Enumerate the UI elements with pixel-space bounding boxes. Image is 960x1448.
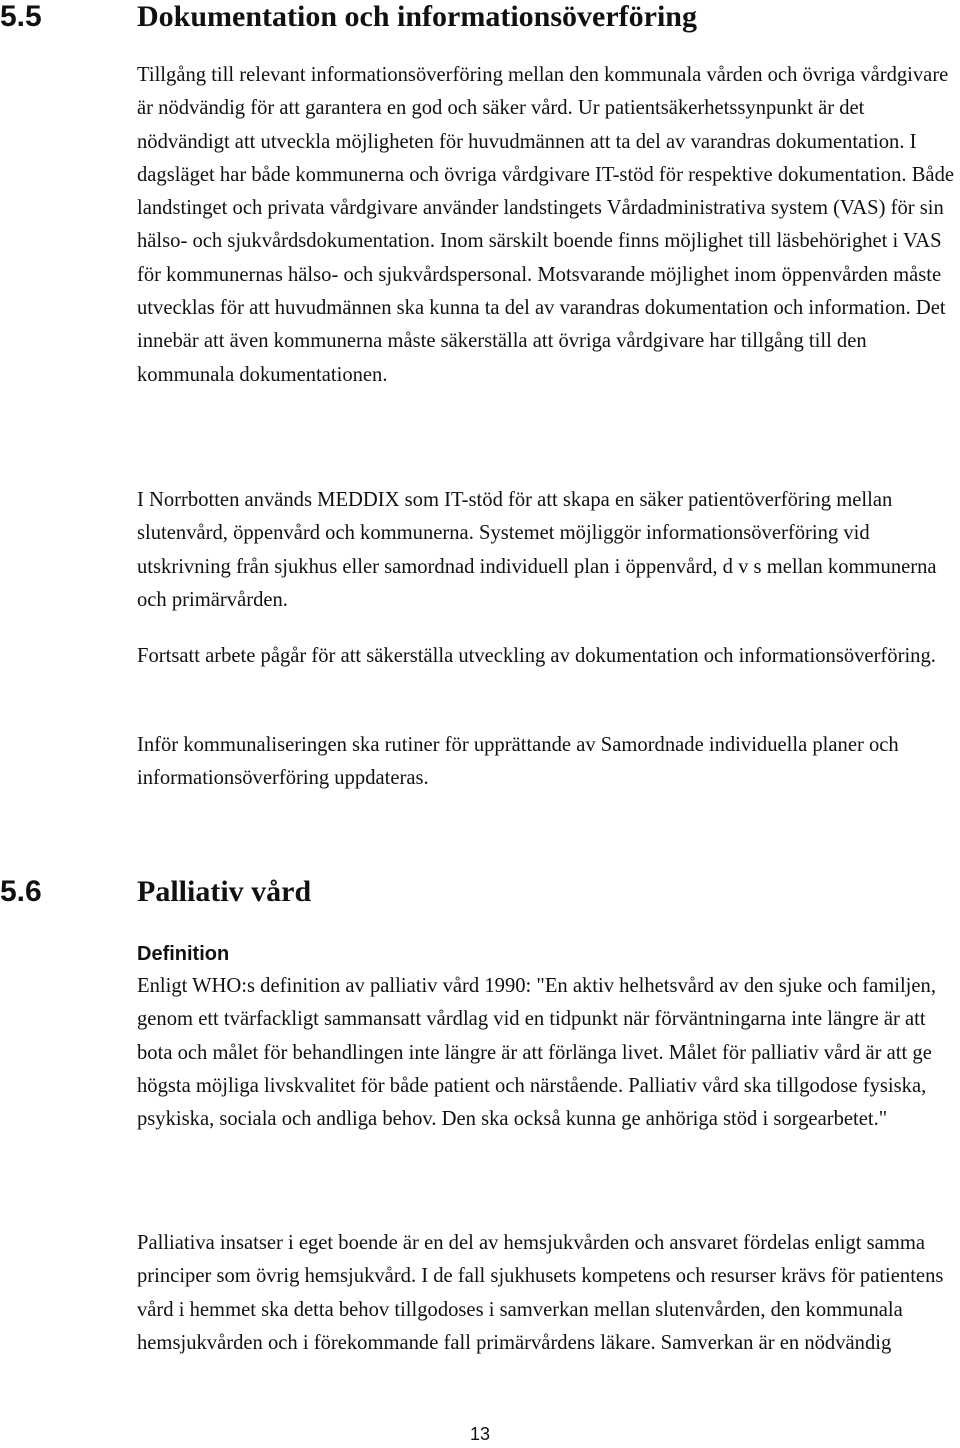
paragraph bbox=[137, 729, 959, 796]
section-5-6-number: 5.6 bbox=[0, 875, 42, 908]
paragraph bbox=[137, 59, 959, 392]
paragraph-text: Tillgång till relevant informationsöverföring mellan den kommunala vården och övriga vårdgivare är nödvändig för att garantera en god och säker vård. Ur patientsäkerhetssynpunkt är det nödvändigt att utveckla möjligheten för huvudmännen att ta del av varandras dokumentation. I dagsläget har både kommunerna och övriga vårdgivare IT-stöd för respektive dokumentation. Både landstinget och privata vårdgivare använder landstingets Vårdadministrativa system (VAS) för sin hälso- och sjukvårdsdokumentation. Inom särskilt boende finns möjlighet till läsbehörighet i VAS för kommunernas hälso- och sjukvårdspersonal. Motsvarande möjlighet inom öppenvården måste utvecklas för att huvudmännen ska kunna ta del av varandras dokumentation och information. Det innebär att även kommunerna måste säkerställa att övriga vårdgivare har tillgång till den kommunala dokumentationen. bbox=[137, 64, 955, 386]
definition-heading: Definition bbox=[137, 943, 230, 965]
section-5-5-title: Dokumentation och informationsöverföring bbox=[137, 0, 697, 33]
paragraph-text: Enligt WHO:s definition av palliativ vård 1990: "En aktiv helhetsvård av den sjuke och familjen, genom ett tvärfackligt sammansatt vårdlag vid en tidpunkt när förväntningarna inte längre är att bota och målet för behandlingen inte längre är att förlänga livet. Målet för palliativ vård är att ge högsta möjliga livskvalitet för både patient och närstående. Palliativ vård ska tillgodose fysiska, psykiska, sociala och andliga behov. Den ska också kunna ge anhöriga stöd i sorgearbetet." bbox=[137, 975, 936, 1131]
section-5-5-number: 5.5 bbox=[0, 0, 42, 33]
paragraph-text: Inför kommunaliseringen ska rutiner för upprättande av Samordnade individuella planer och informationsöverföring uppdateras. bbox=[137, 734, 899, 790]
paragraph bbox=[137, 640, 959, 673]
paragraph-text: Fortsatt arbete pågår för att säkerställa utveckling av dokumentation och informationsöverföring. bbox=[137, 645, 936, 667]
paragraph-text: Palliativa insatser i eget boende är en del av hemsjukvården och ansvaret fördelas enligt samma principer som övrig hemsjukvård. I de fall sjukhusets kompetens och resurser krävs för patientens vård i hemmet ska detta behov tillgodoses i samverkan mellan slutenvården, den kommunala hemsjukvården och i förekommande fall primärvårdens läkare. Samverkan är en nödvändig bbox=[137, 1232, 944, 1354]
paragraph bbox=[137, 1227, 959, 1360]
paragraph bbox=[137, 970, 959, 1136]
section-5-6-title: Palliativ vård bbox=[137, 875, 312, 908]
paragraph bbox=[137, 484, 959, 617]
page-number: 13 bbox=[469, 1424, 491, 1444]
paragraph-text: I Norrbotten används MEDDIX som IT-stöd för att skapa en säker patientöverföring mellan slutenvård, öppenvård och kommunerna. Systemet möjliggör informationsöverföring vid utskrivning från sjukhus eller samordnad individuell plan i öppenvård, d v s mellan kommunerna och primärvården. bbox=[137, 489, 937, 611]
